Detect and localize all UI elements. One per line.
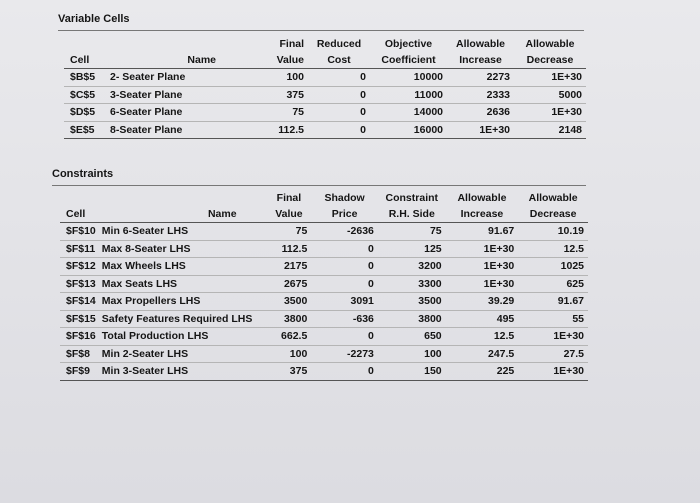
final-value: 2175 xyxy=(267,258,312,276)
final-value: 2675 xyxy=(267,275,312,293)
allowable-decrease: 27.5 xyxy=(518,345,588,363)
final-value: 112.5 xyxy=(220,121,308,139)
table-row xyxy=(60,258,588,276)
constraints-rule xyxy=(52,185,586,186)
table-row xyxy=(64,104,586,122)
allowable-increase: 247.5 xyxy=(446,345,519,363)
constraint-rhs: 3500 xyxy=(378,293,446,311)
constraint-rhs: 75 xyxy=(378,223,446,241)
table-row xyxy=(64,121,586,139)
cell-ref: $B$5 xyxy=(64,69,110,87)
header-allowable-decrease-1: Allowable xyxy=(528,192,578,204)
allowable-increase: 2273 xyxy=(447,69,514,87)
objective-coefficient: 11000 xyxy=(370,86,447,104)
allowable-increase: 2333 xyxy=(447,86,514,104)
shadow-price: 0 xyxy=(311,258,378,276)
cell-ref: $F$16 xyxy=(60,328,102,346)
header-allowable-decrease-2: Decrease xyxy=(514,52,586,69)
cell-name: 3-Seater Plane xyxy=(110,86,220,104)
allowable-increase: 1E+30 xyxy=(447,121,514,139)
constraint-rhs: 100 xyxy=(378,345,446,363)
header-allowable-decrease-1: Allowable xyxy=(525,38,575,50)
header-final-value-1: Final xyxy=(276,192,302,204)
final-value: 375 xyxy=(220,86,308,104)
header-final-value-2: Value xyxy=(267,206,312,223)
reduced-cost: 0 xyxy=(308,104,370,122)
objective-coefficient: 16000 xyxy=(370,121,447,139)
final-value: 3800 xyxy=(267,310,312,328)
cell-name: Max Seats LHS xyxy=(102,275,267,293)
cell-ref: $F$9 xyxy=(60,363,102,381)
cell-name: 2- Seater Plane xyxy=(110,69,220,87)
final-value: 75 xyxy=(267,223,312,241)
allowable-decrease: 10.19 xyxy=(518,223,588,241)
final-value: 662.5 xyxy=(267,328,312,346)
shadow-price: 3091 xyxy=(311,293,378,311)
allowable-increase: 495 xyxy=(446,310,519,328)
final-value: 100 xyxy=(220,69,308,87)
header-allowable-increase-1: Allowable xyxy=(455,38,505,50)
constraint-rhs: 150 xyxy=(378,363,446,381)
allowable-decrease: 625 xyxy=(518,275,588,293)
header-allowable-increase-2: Increase xyxy=(446,206,519,223)
table-row xyxy=(60,293,588,311)
constraints-table xyxy=(60,190,588,381)
table-row xyxy=(64,86,586,104)
header-constraint-rhs-2: R.H. Side xyxy=(378,206,446,223)
header-shadow-price-1: Shadow xyxy=(324,192,365,204)
cell-name: Min 6-Seater LHS xyxy=(102,223,267,241)
allowable-decrease: 5000 xyxy=(514,86,586,104)
header-constraint-rhs-1: Constraint xyxy=(385,192,439,204)
allowable-decrease: 1025 xyxy=(518,258,588,276)
table-row xyxy=(60,345,588,363)
allowable-decrease: 2148 xyxy=(514,121,586,139)
allowable-decrease: 1E+30 xyxy=(514,104,586,122)
header-objective-coefficient-1: Objective xyxy=(384,38,433,50)
reduced-cost: 0 xyxy=(308,121,370,139)
cell-ref: $F$12 xyxy=(60,258,102,276)
allowable-increase: 2636 xyxy=(447,104,514,122)
constraint-rhs: 3200 xyxy=(378,258,446,276)
cell-name: Max 8-Seater LHS xyxy=(102,240,267,258)
cell-ref: $F$13 xyxy=(60,275,102,293)
variable-cells-rule xyxy=(58,30,584,31)
header-cell: Cell xyxy=(64,52,110,69)
table-row xyxy=(60,275,588,293)
table-row xyxy=(60,328,588,346)
allowable-decrease: 91.67 xyxy=(518,293,588,311)
header-final-value-1: Final xyxy=(279,38,304,50)
shadow-price: 0 xyxy=(311,363,378,381)
header-allowable-increase-1: Allowable xyxy=(457,192,507,204)
cell-ref: $F$11 xyxy=(60,240,102,258)
allowable-decrease: 12.5 xyxy=(518,240,588,258)
cell-ref: $F$8 xyxy=(60,345,102,363)
header-shadow-price-2: Price xyxy=(311,206,378,223)
table-row xyxy=(60,363,588,381)
table-row xyxy=(60,310,588,328)
cell-ref: $F$15 xyxy=(60,310,102,328)
cell-ref: $D$5 xyxy=(64,104,110,122)
shadow-price: -2636 xyxy=(311,223,378,241)
reduced-cost: 0 xyxy=(308,69,370,87)
constraint-rhs: 3800 xyxy=(378,310,446,328)
allowable-increase: 1E+30 xyxy=(446,275,519,293)
shadow-price: -2273 xyxy=(311,345,378,363)
allowable-increase: 39.29 xyxy=(446,293,519,311)
final-value: 100 xyxy=(267,345,312,363)
header-allowable-increase-2: Increase xyxy=(447,52,514,69)
allowable-increase: 91.67 xyxy=(446,223,519,241)
shadow-price: 0 xyxy=(311,240,378,258)
header-final-value-2: Value xyxy=(220,52,308,69)
header-name: Name xyxy=(110,52,220,69)
reduced-cost: 0 xyxy=(308,86,370,104)
final-value: 75 xyxy=(220,104,308,122)
allowable-decrease: 1E+30 xyxy=(518,363,588,381)
allowable-decrease: 1E+30 xyxy=(518,328,588,346)
constraint-rhs: 650 xyxy=(378,328,446,346)
objective-coefficient: 14000 xyxy=(370,104,447,122)
allowable-increase: 1E+30 xyxy=(446,240,519,258)
constraint-rhs: 125 xyxy=(378,240,446,258)
constraint-rhs: 3300 xyxy=(378,275,446,293)
objective-coefficient: 10000 xyxy=(370,69,447,87)
allowable-decrease: 55 xyxy=(518,310,588,328)
cell-name: Total Production LHS xyxy=(102,328,267,346)
cell-name: 6-Seater Plane xyxy=(110,104,220,122)
header-objective-coefficient-2: Coefficient xyxy=(370,52,447,69)
allowable-increase: 12.5 xyxy=(446,328,519,346)
header-reduced-cost-1: Reduced xyxy=(316,38,362,50)
cell-name: Min 3-Seater LHS xyxy=(102,363,267,381)
shadow-price: 0 xyxy=(311,275,378,293)
header-reduced-cost-2: Cost xyxy=(308,52,370,69)
final-value: 3500 xyxy=(267,293,312,311)
cell-ref: $E$5 xyxy=(64,121,110,139)
constraints-title: Constraints xyxy=(52,168,114,180)
cell-name: Max Propellers LHS xyxy=(102,293,267,311)
cell-name: 8-Seater Plane xyxy=(110,121,220,139)
shadow-price: 0 xyxy=(311,328,378,346)
header-cell: Cell xyxy=(60,206,102,223)
final-value: 375 xyxy=(267,363,312,381)
variable-cells-table xyxy=(64,36,586,139)
allowable-increase: 1E+30 xyxy=(446,258,519,276)
cell-ref: $C$5 xyxy=(64,86,110,104)
table-row xyxy=(60,223,588,241)
header-name: Name xyxy=(102,206,267,223)
cell-ref: $F$10 xyxy=(60,223,102,241)
variable-cells-title: Variable Cells xyxy=(58,13,130,25)
cell-name: Safety Features Required LHS xyxy=(102,310,267,328)
cell-name: Max Wheels LHS xyxy=(102,258,267,276)
allowable-increase: 225 xyxy=(446,363,519,381)
cell-ref: $F$14 xyxy=(60,293,102,311)
table-row xyxy=(64,69,586,87)
allowable-decrease: 1E+30 xyxy=(514,69,586,87)
cell-name: Min 2-Seater LHS xyxy=(102,345,267,363)
shadow-price: -636 xyxy=(311,310,378,328)
final-value: 112.5 xyxy=(267,240,312,258)
header-allowable-decrease-2: Decrease xyxy=(518,206,588,223)
table-row xyxy=(60,240,588,258)
